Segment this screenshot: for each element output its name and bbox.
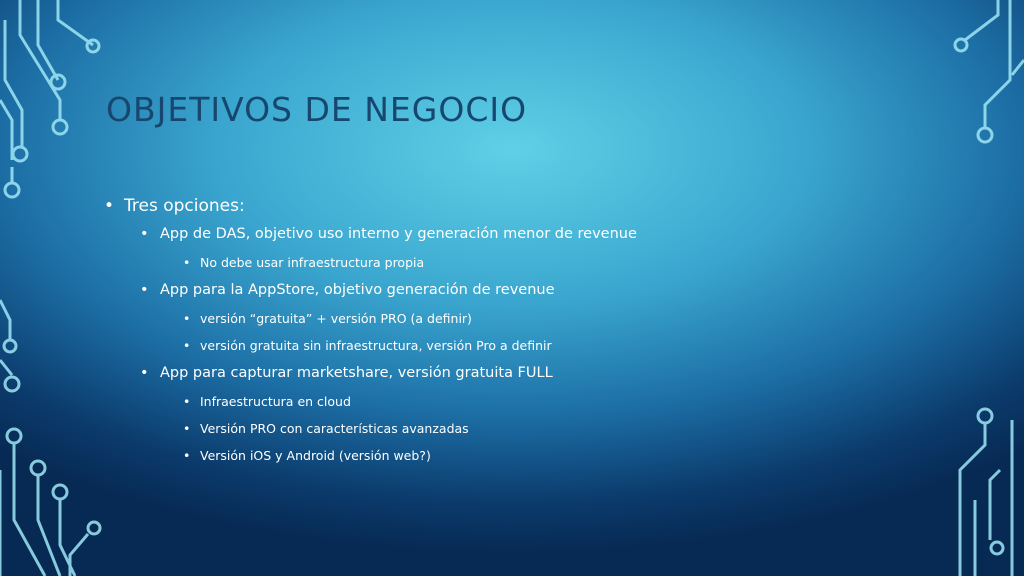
bullet-text: versión “gratuita” + versión PRO (a definir)	[200, 311, 472, 326]
slide-title: OBJETIVOS DE NEGOCIO	[106, 90, 528, 129]
bullet-level-3	[104, 255, 804, 282]
bullet-text: No debe usar infraestructura propia	[200, 255, 425, 270]
bullet-icon: •	[183, 448, 191, 463]
bullet-icon: •	[183, 338, 191, 353]
bullet-level-2	[104, 365, 804, 394]
bullet-icon: •	[104, 196, 115, 216]
bullet-level-3	[104, 394, 804, 421]
bullet-icon: •	[183, 421, 191, 436]
bullet-level-3	[104, 338, 804, 365]
bullet-level-3	[104, 311, 804, 338]
bullet-level-3	[104, 448, 804, 475]
bullet-icon: •	[183, 311, 191, 326]
bullet-level-3	[104, 421, 804, 448]
circuit-top-left	[0, 0, 99, 197]
bullet-list	[104, 196, 804, 475]
bullet-level-1	[104, 196, 804, 226]
bullet-icon: •	[183, 255, 191, 270]
bullet-icon: •	[140, 365, 149, 381]
circuit-bottom-right	[960, 409, 1012, 576]
bullet-text: Versión iOS y Android (versión web?)	[200, 448, 431, 463]
bullet-icon: •	[140, 226, 149, 242]
bullet-level-2	[104, 282, 804, 311]
bullet-text: App de DAS, objetivo uso interno y generación menor de revenue	[160, 226, 637, 242]
bullet-text: versión gratuita sin infraestructura, versión Pro a definir	[200, 338, 552, 353]
bullet-icon: •	[183, 394, 191, 409]
bullet-text: Versión PRO con características avanzadas	[200, 421, 469, 436]
bullet-text: Tres opciones:	[124, 196, 245, 216]
bullet-text: Infraestructura en cloud	[200, 394, 351, 409]
bullet-icon: •	[140, 282, 149, 298]
circuit-top-right	[955, 0, 1024, 142]
bullet-text: App para la AppStore, objetivo generación de revenue	[160, 282, 555, 298]
bullet-text: App para capturar marketshare, versión gratuita FULL	[160, 365, 553, 381]
bullet-level-2	[104, 226, 804, 255]
circuit-bottom-left	[0, 429, 100, 576]
circuit-left-middle	[0, 300, 19, 391]
